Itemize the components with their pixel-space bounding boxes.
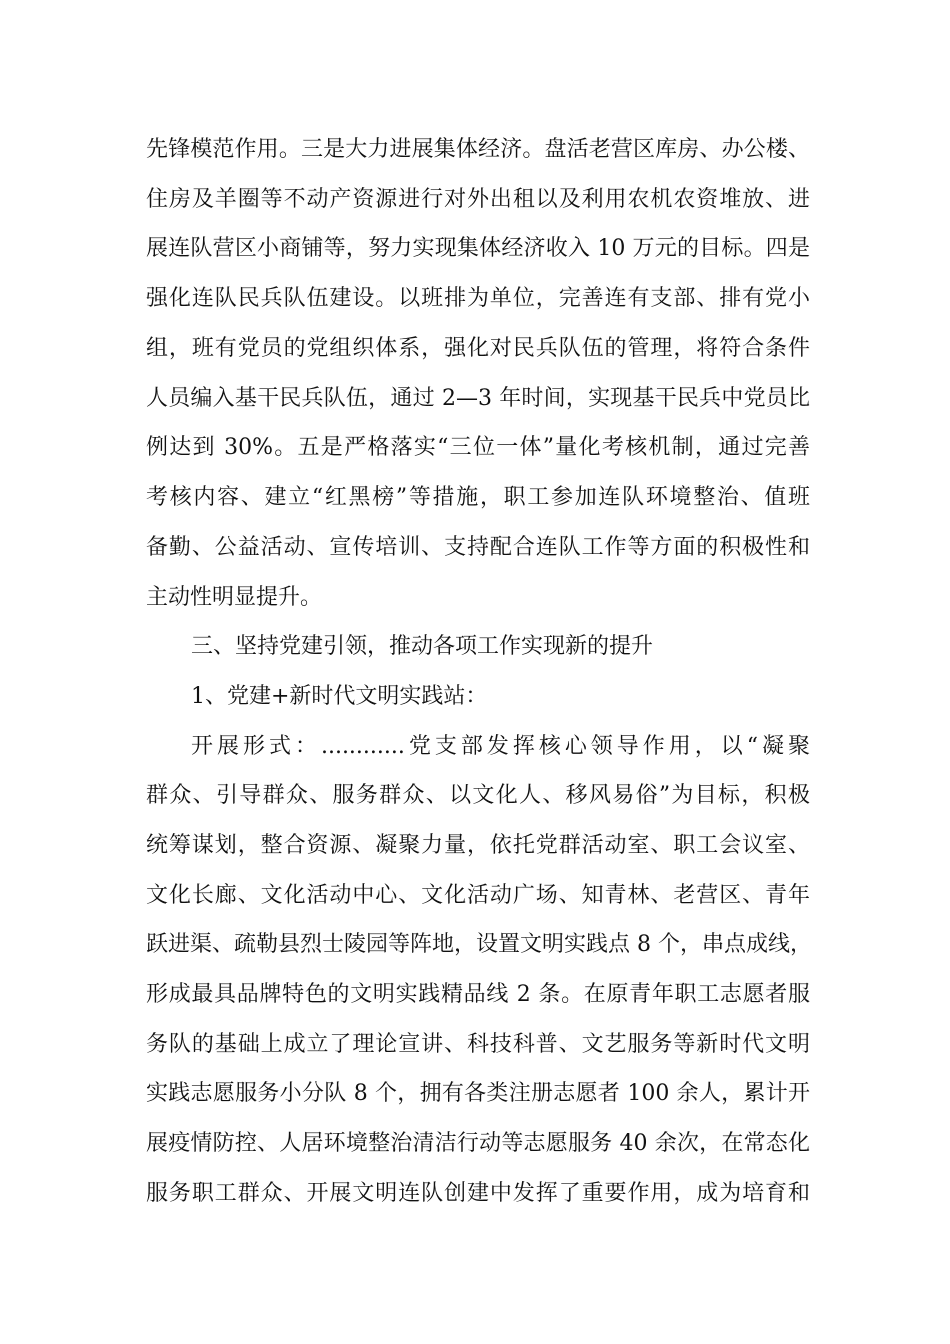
text-line-content: 强化连队民兵队伍建设。以班排为单位，完善连有支部、排有党小 <box>146 286 810 311</box>
text-line <box>0 478 950 518</box>
text-line-content: 服务职工群众、开展文明连队创建中发挥了重要作用，成为培育和 <box>146 1181 810 1206</box>
text-line-content: 备勤、公益活动、宣传培训、支持配合连队工作等方面的积极性和 <box>146 535 810 560</box>
text-line-content: 务队的基础上成立了理论宣讲、科技科普、文艺服务等新时代文明 <box>146 1032 810 1057</box>
text-line <box>0 428 950 468</box>
text-line-content: 开展形式：............党支部发挥核心领导作用，以“凝聚 <box>191 734 810 759</box>
text-line-content: 形成最具品牌特色的文明实践精品线 2 条。在原青年职工志愿者服 <box>146 982 810 1007</box>
text-line-content: 跃进渠、疏勒县烈士陵园等阵地，设置文明实践点 8 个，串点成线， <box>146 932 812 957</box>
text-line-content: 文化长廊、文化活动中心、文化活动广场、知青林、老营区、青年 <box>146 883 810 908</box>
text-line <box>0 776 950 816</box>
text-line-content: 群众、引导群众、服务群众、以文化人、移风易俗”为目标，积极 <box>146 783 810 808</box>
section-heading-text: 三、坚持党建引领，推动各项工作实现新的提升 <box>191 634 654 659</box>
text-line <box>0 876 950 916</box>
text-line-content: 展连队营区小商铺等，努力实现集体经济收入 10 万元的目标。四是 <box>146 236 810 261</box>
text-line <box>0 229 950 269</box>
text-line <box>0 1124 950 1164</box>
text-line <box>0 975 950 1015</box>
text-line <box>0 329 950 369</box>
text-line <box>0 578 950 618</box>
text-line <box>0 130 950 170</box>
text-line-content: 组，班有党员的党组织体系，强化对民兵队伍的管理，将符合条件 <box>146 336 810 361</box>
text-line-content: 统筹谋划，整合资源、凝聚力量，依托党群活动室、职工会议室、 <box>146 833 810 858</box>
section-heading <box>0 627 950 667</box>
subsection-heading <box>0 677 950 717</box>
text-line <box>0 1174 950 1214</box>
text-line <box>0 528 950 568</box>
text-line <box>0 279 950 319</box>
subsection-heading-text: 1、党建+新时代文明实践站： <box>191 684 488 709</box>
text-line <box>0 1074 950 1114</box>
text-line-content: 例达到 30%。五是严格落实“三位一体”量化考核机制，通过完善 <box>146 435 810 460</box>
text-line <box>0 727 950 767</box>
text-line-content: 人员编入基干民兵队伍，通过 2—3 年时间，实现基干民兵中党员比 <box>146 386 810 411</box>
text-line-content: 考核内容、建立“红黑榜”等措施，职工参加连队环境整治、值班 <box>146 485 810 510</box>
text-line-content: 先锋模范作用。三是大力进展集体经济。盘活老营区库房、办公楼、 <box>146 137 810 162</box>
text-line <box>0 826 950 866</box>
text-line-content: 展疫情防控、人居环境整治清洁行动等志愿服务 40 余次，在常态化 <box>146 1131 810 1156</box>
text-line-content: 住房及羊圈等不动产资源进行对外出租以及利用农机农资堆放、进 <box>146 187 810 212</box>
text-line <box>0 180 950 220</box>
text-line <box>0 1025 950 1065</box>
text-line <box>0 925 950 965</box>
text-line-content: 实践志愿服务小分队 8 个，拥有各类注册志愿者 100 余人，累计开 <box>146 1081 810 1106</box>
text-line <box>0 379 950 419</box>
text-line-content: 主动性明显提升。 <box>146 585 323 610</box>
